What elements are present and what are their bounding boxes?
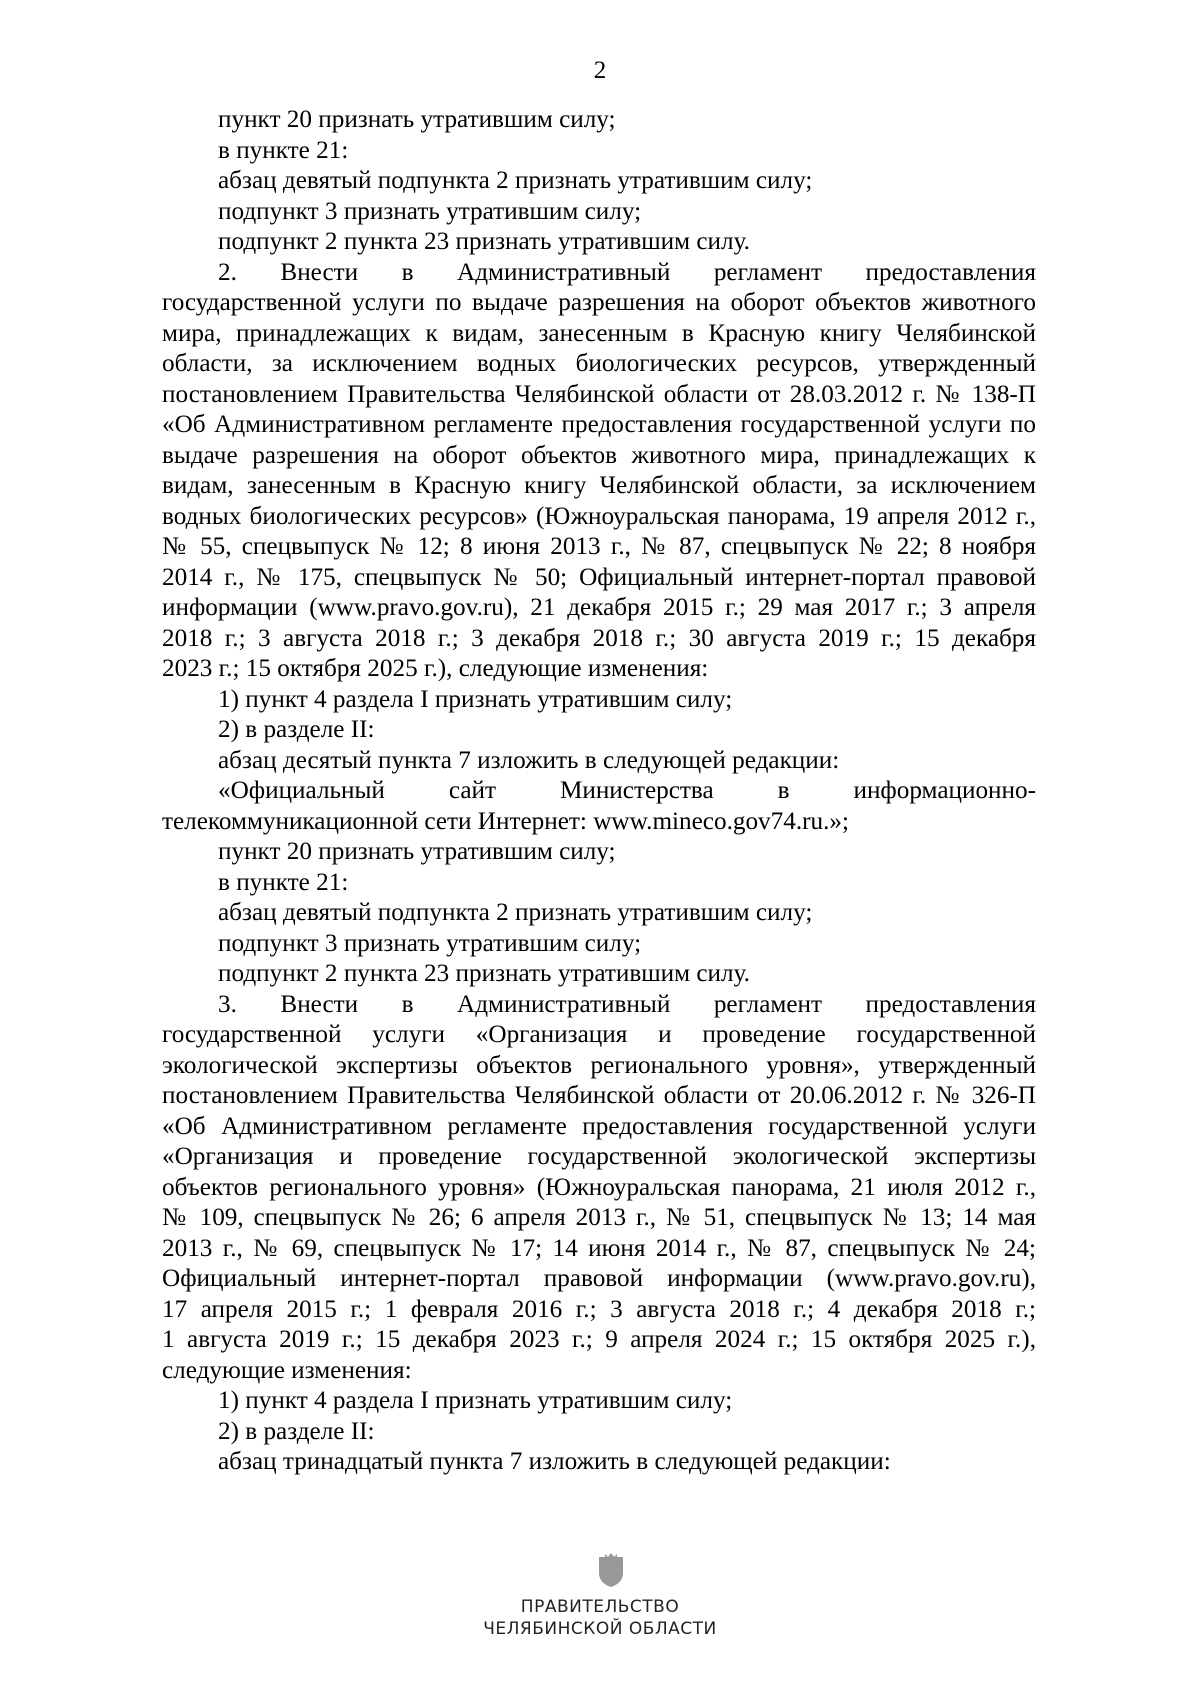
paragraph: пункт 20 признать утратившим силу;	[218, 106, 616, 133]
paragraph-line: 1 августа 2019 г.; 15 декабря 2023 г.; 9 апреля 2024 г.; 15 октября 2025 г.),	[162, 1326, 1036, 1353]
paragraph-line: государственной услуги по выдаче разрешения на оборот объектов животного	[162, 289, 1036, 316]
issuer-line-2: ЧЕЛЯБИНСКОЙ ОБЛАСТИ	[483, 1619, 717, 1639]
paragraph: абзац тринадцатый пункта 7 изложить в следующей редакции:	[218, 1448, 891, 1475]
coat-of-arms-seal	[596, 1553, 626, 1589]
page-number: 2	[593, 57, 607, 84]
paragraph: в пункте 21:	[218, 136, 349, 164]
paragraph-line: 3. Внести в Административный регламент предоставления	[218, 990, 1036, 1018]
paragraph: подпункт 3 признать утратившим силу;	[218, 197, 642, 225]
paragraph: подпункт 2 пункта 23 признать утратившим силу.	[218, 228, 750, 255]
paragraph-line: «Об Административном регламенте предоставления государственной услуги	[162, 1112, 1036, 1140]
paragraph-line: видам, занесенным в Красную книгу Челябинской области, за исключением	[162, 472, 1036, 499]
paragraph	[162, 258, 1036, 685]
paragraph-line: 2023 г.; 15 октября 2025 г.), следующие изменения:	[162, 655, 709, 682]
paragraph-line: объектов регионального уровня» (Южноуральская панорама, 21 июля 2012 г.,	[162, 1173, 1036, 1201]
paragraph-line: информации (www.pravo.gov.ru), 21 декабря 2015 г.; 29 мая 2017 г.; 3 апреля	[162, 594, 1036, 621]
paragraph: пункт 20 признать утратившим силу;	[218, 838, 616, 865]
paragraph-line: «Официальный сайт Министерства в информационно-	[218, 777, 1036, 804]
paragraph-line: постановлением Правительства Челябинской области от 20.06.2012 г. № 326-П	[162, 1082, 1036, 1109]
paragraph-line: 2. Внести в Административный регламент предоставления	[218, 258, 1036, 286]
paragraph-line: постановлением Правительства Челябинской области от 28.03.2012 г. № 138-П	[162, 380, 1036, 408]
paragraph: в пункте 21:	[218, 868, 349, 896]
paragraph-line: «Организация и проведение государственной экологической экспертизы	[162, 1143, 1036, 1170]
paragraph-line: выдаче разрешения на оборот объектов животного мира, принадлежащих к	[162, 441, 1036, 469]
paragraph-line: «Об Административном регламенте предоставления государственной услуги по	[162, 411, 1036, 438]
paragraph	[162, 990, 1036, 1387]
paragraph: абзац девятый подпункта 2 признать утратившим силу;	[218, 899, 813, 926]
paragraph-line: № 55, спецвыпуск № 12; 8 июня 2013 г., № 87, спецвыпуск № 22; 8 ноября	[162, 533, 1036, 560]
paragraph-line: 2013 г., № 69, спецвыпуск № 17; 14 июня 2014 г., № 87, спецвыпуск № 24;	[162, 1234, 1036, 1262]
paragraph-line: области, за исключением водных биологических ресурсов, утвержденный	[162, 350, 1036, 377]
paragraph: 2) в разделе II:	[218, 1417, 375, 1445]
paragraph-line: Официальный интернет-портал правовой информации (www.pravo.gov.ru),	[162, 1265, 1036, 1292]
paragraph	[162, 776, 1036, 837]
paragraph-line: 2018 г.; 3 августа 2018 г.; 3 декабря 2018 г.; 30 августа 2019 г.; 15 декабря	[162, 624, 1036, 652]
paragraph: 1) пункт 4 раздела I признать утратившим силу;	[218, 685, 733, 713]
paragraph-line: государственной услуги «Организация и проведение государственной	[162, 1021, 1036, 1048]
paragraph-line: № 109, спецвыпуск № 26; 6 апреля 2013 г., № 51, спецвыпуск № 13; 14 мая	[162, 1204, 1036, 1231]
paragraph: подпункт 2 пункта 23 признать утратившим силу.	[218, 960, 750, 987]
paragraph-line: водных биологических ресурсов» (Южноуральская панорама, 19 апреля 2012 г.,	[162, 502, 1036, 530]
issuer-stamp	[0, 1596, 1200, 1640]
paragraph: абзац девятый подпункта 2 признать утратившим силу;	[218, 167, 813, 194]
paragraph-line: 2014 г., № 175, спецвыпуск № 50; Официальный интернет-портал правовой	[162, 563, 1036, 591]
paragraph: 1) пункт 4 раздела I признать утратившим силу;	[218, 1387, 733, 1414]
paragraph-line: мира, принадлежащих к видам, занесенным в Красную книгу Челябинской	[162, 319, 1036, 347]
paragraph: подпункт 3 признать утратившим силу;	[218, 929, 642, 957]
paragraph-line: следующие изменения:	[162, 1356, 412, 1384]
paragraph-line: 17 апреля 2015 г.; 1 февраля 2016 г.; 3 августа 2018 г.; 4 декабря 2018 г.;	[162, 1295, 1036, 1323]
paragraph-line: телекоммуникационной сети Интернет: www.mineco.gov74.ru.»;	[162, 807, 850, 835]
paragraph-line: экологической экспертизы объектов регионального уровня», утвержденный	[162, 1051, 1036, 1079]
issuer-line-1: ПРАВИТЕЛЬСТВО	[520, 1597, 680, 1617]
paragraph: 2) в разделе II:	[218, 716, 375, 743]
paragraph: абзац десятый пункта 7 изложить в следующей редакции:	[218, 746, 840, 774]
document-body	[162, 105, 1036, 1478]
